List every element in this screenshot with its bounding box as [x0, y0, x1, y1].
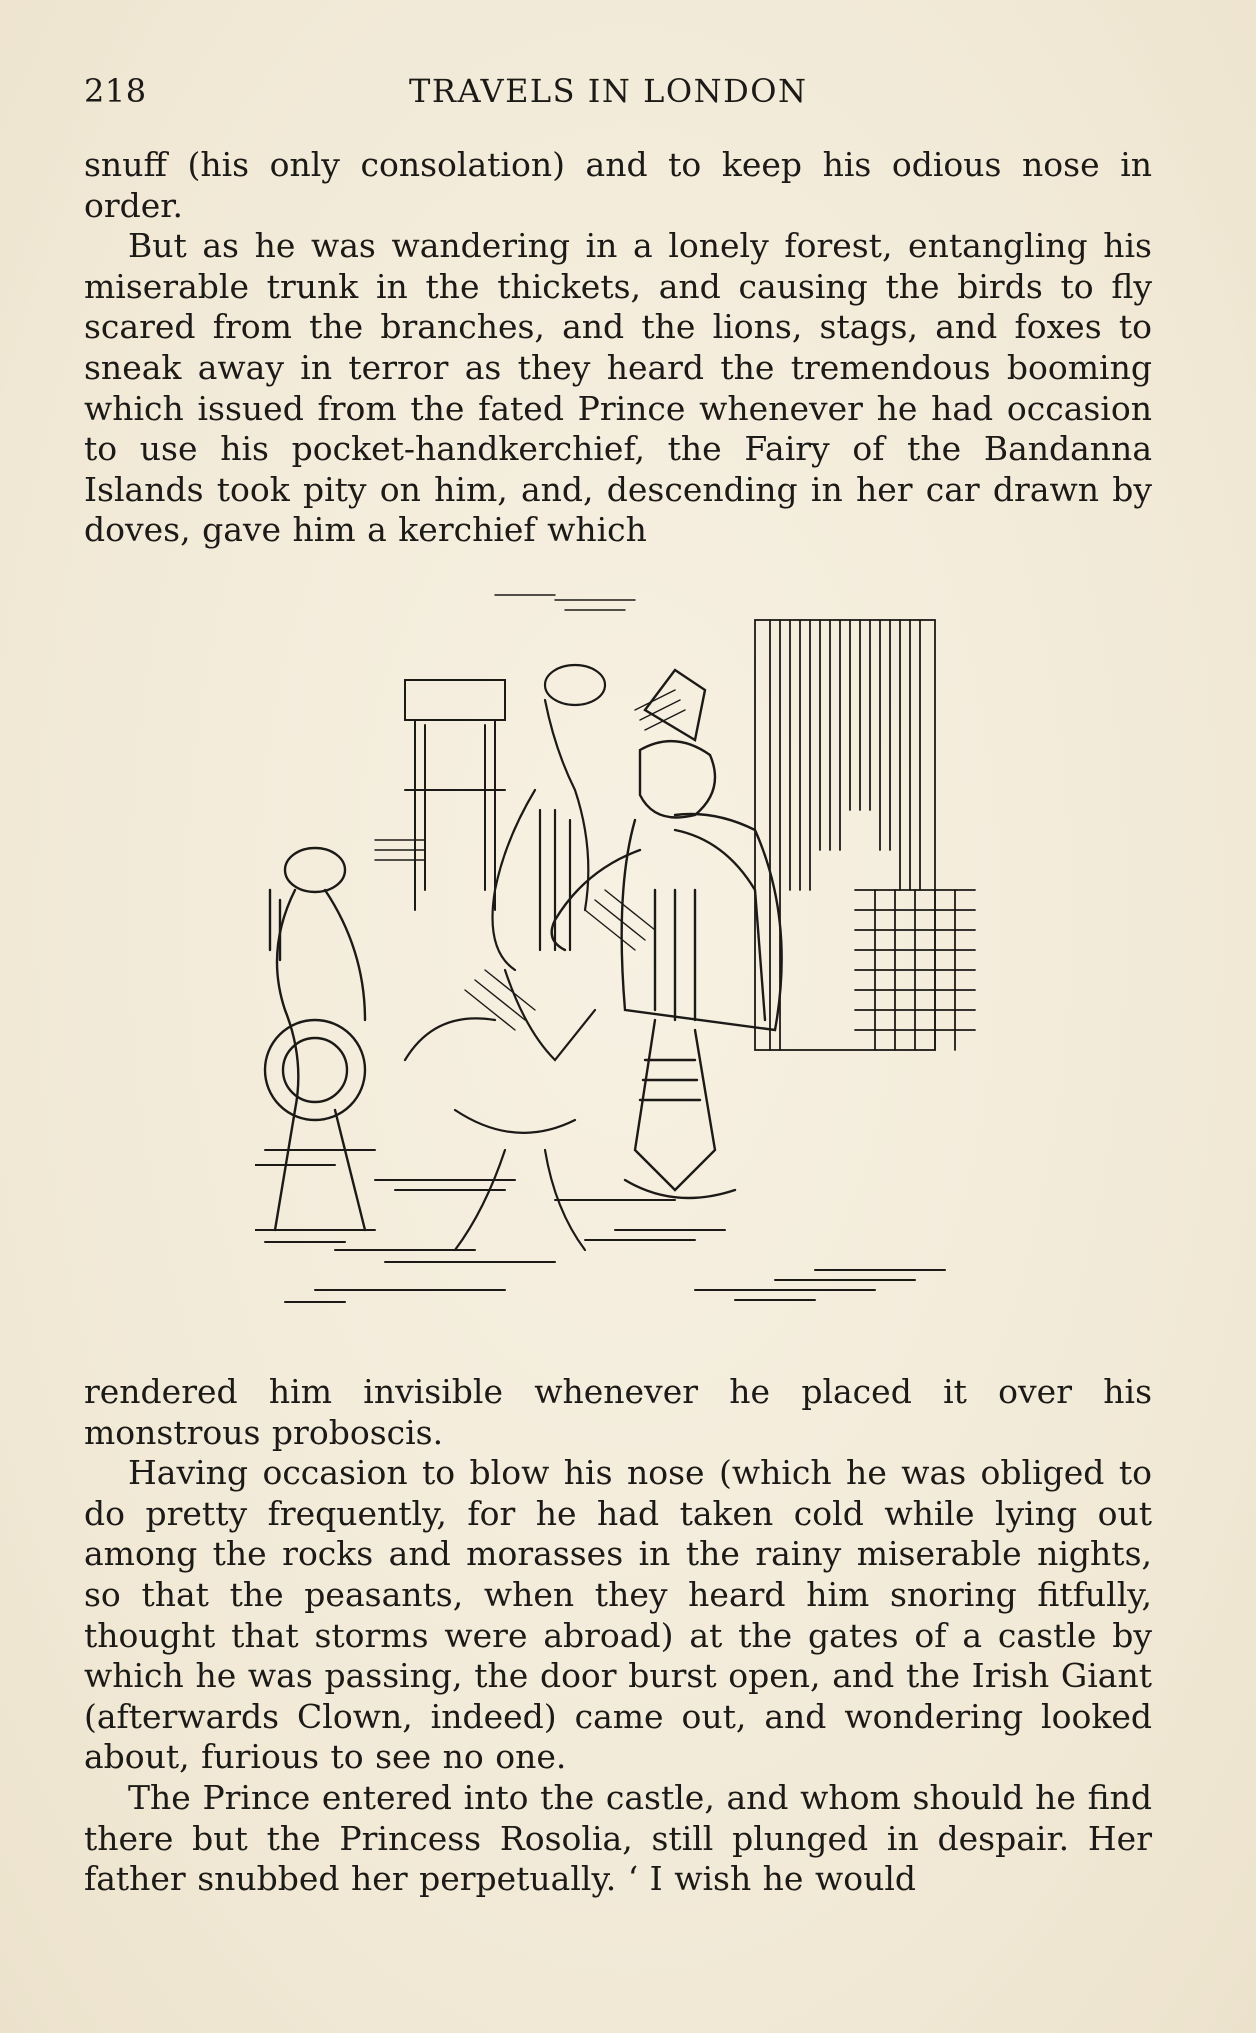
illustration-drawing	[255, 590, 995, 1330]
running-title: TRAVELS IN LONDON	[409, 72, 808, 110]
paragraph: Having occasion to blow his nose (which he was obliged to do pretty frequently, for he had taken cold while lying out among the rocks and morasses in the rainy miserable nights, so that the peasants, when they heard him snoring fitfully, thought that storms were abroad) at the gates of a castle by which he was passing, the door burst open, and the Irish Giant (afterwards Clown, indeed) came out, and wondering looked about, furious to see no one.	[84, 1453, 1152, 1777]
page-number: 218	[84, 72, 147, 110]
text-block-top	[84, 145, 1152, 551]
paragraph: The Prince entered into the castle, and whom should he find there but the Princess Rosolia, still plunged in despair. Her father snubbed her perpetually. ‘ I wish he would	[84, 1777, 1152, 1899]
paragraph: rendered him invisible whenever he placed it over his monstrous proboscis.	[84, 1372, 1152, 1452]
engraving-illustration	[255, 590, 995, 1330]
castle-door	[755, 620, 975, 1050]
shading-hatching	[375, 595, 685, 1030]
text-block-bottom	[84, 1372, 1152, 1900]
servant-figure	[405, 665, 605, 1250]
chair-and-table	[405, 680, 505, 910]
soldier-with-shield	[265, 848, 365, 1230]
paragraph: But as he was wandering in a lonely forest, entangling his miserable trunk in the thickets, and causing the birds to fly scared from the branches, and the lions, stags, and foxes to sneak away in terror as they heard the tremendous booming which issued from the fated Prince whenever he had occasion to use his pocket-handkerchief, the Fairy of the Bandanna Islands took pity on him, and, descending in her car drawn by doves, gave him a kerchief which	[84, 226, 1152, 550]
ground-hatching	[255, 1150, 945, 1302]
giant-figure	[552, 670, 782, 1198]
paragraph: snuff (his only consolation) and to keep his odious nose in order.	[84, 145, 1152, 225]
page-header	[84, 72, 1149, 122]
